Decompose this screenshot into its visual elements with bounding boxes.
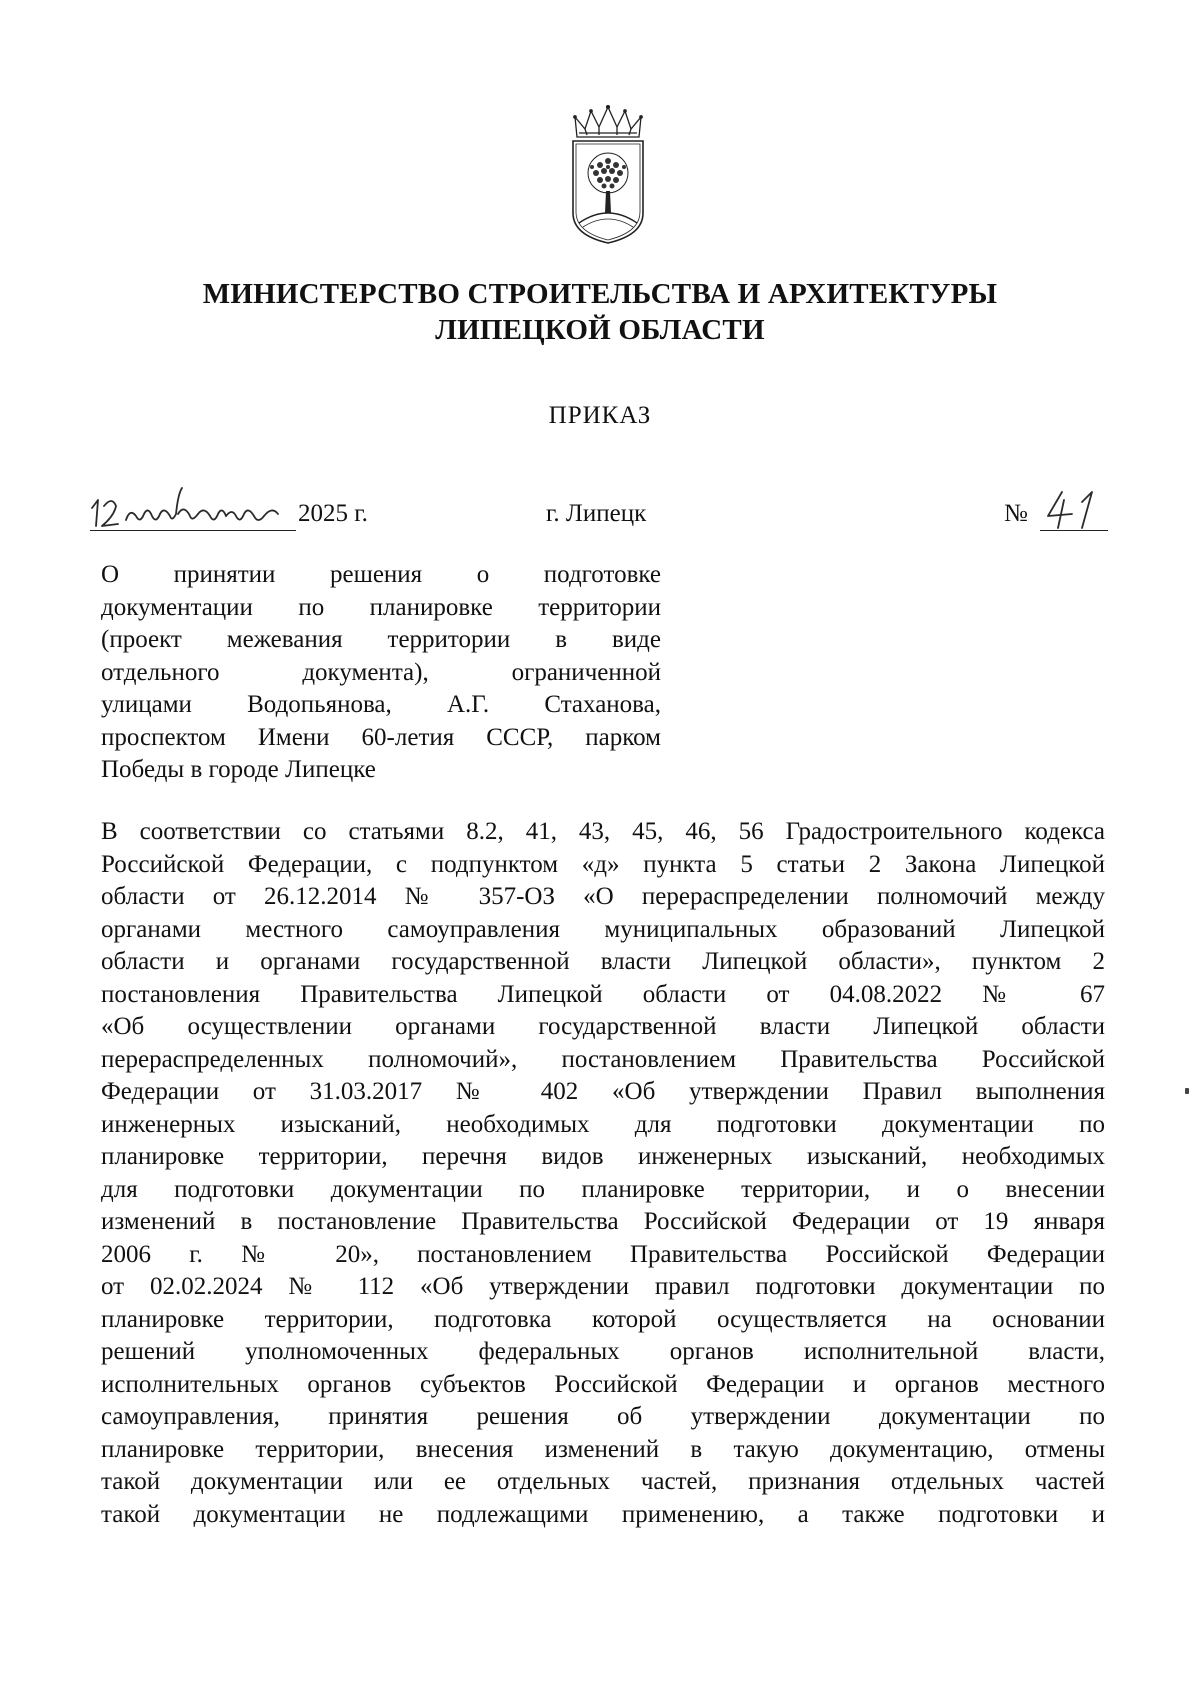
body-line: планировке территории, подготовка которой осуществляется на основании: [101, 1305, 1105, 1333]
body-line: «Об осуществлении органами государственной власти Липецкой области: [101, 1013, 1105, 1040]
subject-line: отдельного документа), ограниченной: [101, 658, 661, 686]
ministry-line-1: МИНИСТЕРСТВО СТРОИТЕЛЬСТВА И АРХИТЕКТУРЫ: [202, 278, 998, 310]
subject-line: Победы в городе Липецке: [101, 756, 376, 783]
number-underline: [1040, 530, 1108, 531]
body-line: для подготовки документации по планировке территории, и о внесении: [101, 1175, 1105, 1203]
body-line: изменений в постановление Правительства Российской Федерации от 19 января: [101, 1208, 1105, 1235]
subject-line: улицами Водопьянова, А.Г. Стаханова,: [101, 691, 661, 718]
body-line: области от 26.12.2014 № 357-ОЗ «О перераспределении полномочий между: [101, 883, 1105, 910]
body-line: Федерации от 31.03.2017 № 402 «Об утверждении Правил выполнения: [101, 1078, 1105, 1105]
date-underline: [90, 530, 296, 531]
city-label: г. Липецк: [546, 500, 647, 527]
ministry-line-2: ЛИПЕЦКОЙ ОБЛАСТИ: [435, 314, 765, 346]
body-line: такой документации или ее отдельных частей, признания отдельных частей: [101, 1468, 1105, 1495]
body-line: Российской Федерации, с подпунктом «д» пункта 5 статьи 2 Закона Липецкой: [101, 850, 1105, 878]
handwritten-number: [1038, 484, 1110, 532]
document-type-title: ПРИКАЗ: [548, 402, 652, 429]
year-label: 2025 г.: [298, 500, 368, 527]
subject-line: проспектом Имени 60-летия СССР, парком: [101, 723, 661, 751]
lipetsk-coat-of-arms-icon: [567, 105, 649, 245]
body-line: постановления Правительства Липецкой области от 04.08.2022 № 67: [101, 980, 1105, 1008]
subject-line: документации по планировке территории: [101, 593, 661, 621]
body-line: области и органами государственной власти Липецкой области», пунктом 2: [101, 948, 1105, 975]
body-line: такой документации не подлежащими применению, а также подготовки и: [101, 1500, 1105, 1528]
body-line: перераспределенных полномочий», постановлением Правительства Российской: [101, 1045, 1105, 1073]
handwritten-date: [86, 484, 296, 532]
body-line: от 02.02.2024 № 112 «Об утверждении правил подготовки документации по: [101, 1273, 1105, 1300]
body-line: решений уполномоченных федеральных органов исполнительной власти,: [101, 1338, 1105, 1365]
ministry-heading: [150, 276, 1050, 348]
number-sign: №: [1004, 500, 1028, 527]
scan-margin-mark: [1185, 1088, 1189, 1094]
body-line: В соответствии со статьями 8.2, 41, 43, 45, 46, 56 Градостроительного кодекса: [101, 818, 1105, 845]
body-line: самоуправления, принятия решения об утверждении документации по: [101, 1403, 1105, 1430]
body-line: инженерных изысканий, необходимых для подготовки документации по: [101, 1110, 1105, 1138]
subject-line: (проект межевания территории в виде: [101, 626, 661, 653]
body-line: планировке территории, внесения изменений в такую документацию, отмены: [101, 1435, 1105, 1463]
order-subject: [101, 559, 661, 787]
body-line: 2006 г. № 20», постановлением Правительства Российской Федерации: [101, 1240, 1105, 1268]
body-line: органами местного самоуправления муниципальных образований Липецкой: [101, 915, 1105, 943]
body-line: исполнительных органов субъектов Российской Федерации и органов местного: [101, 1370, 1105, 1398]
order-body-paragraph: [101, 816, 1105, 1531]
body-line: планировке территории, перечня видов инженерных изысканий, необходимых: [101, 1143, 1105, 1170]
subject-line: О принятии решения о подготовке: [101, 561, 661, 588]
